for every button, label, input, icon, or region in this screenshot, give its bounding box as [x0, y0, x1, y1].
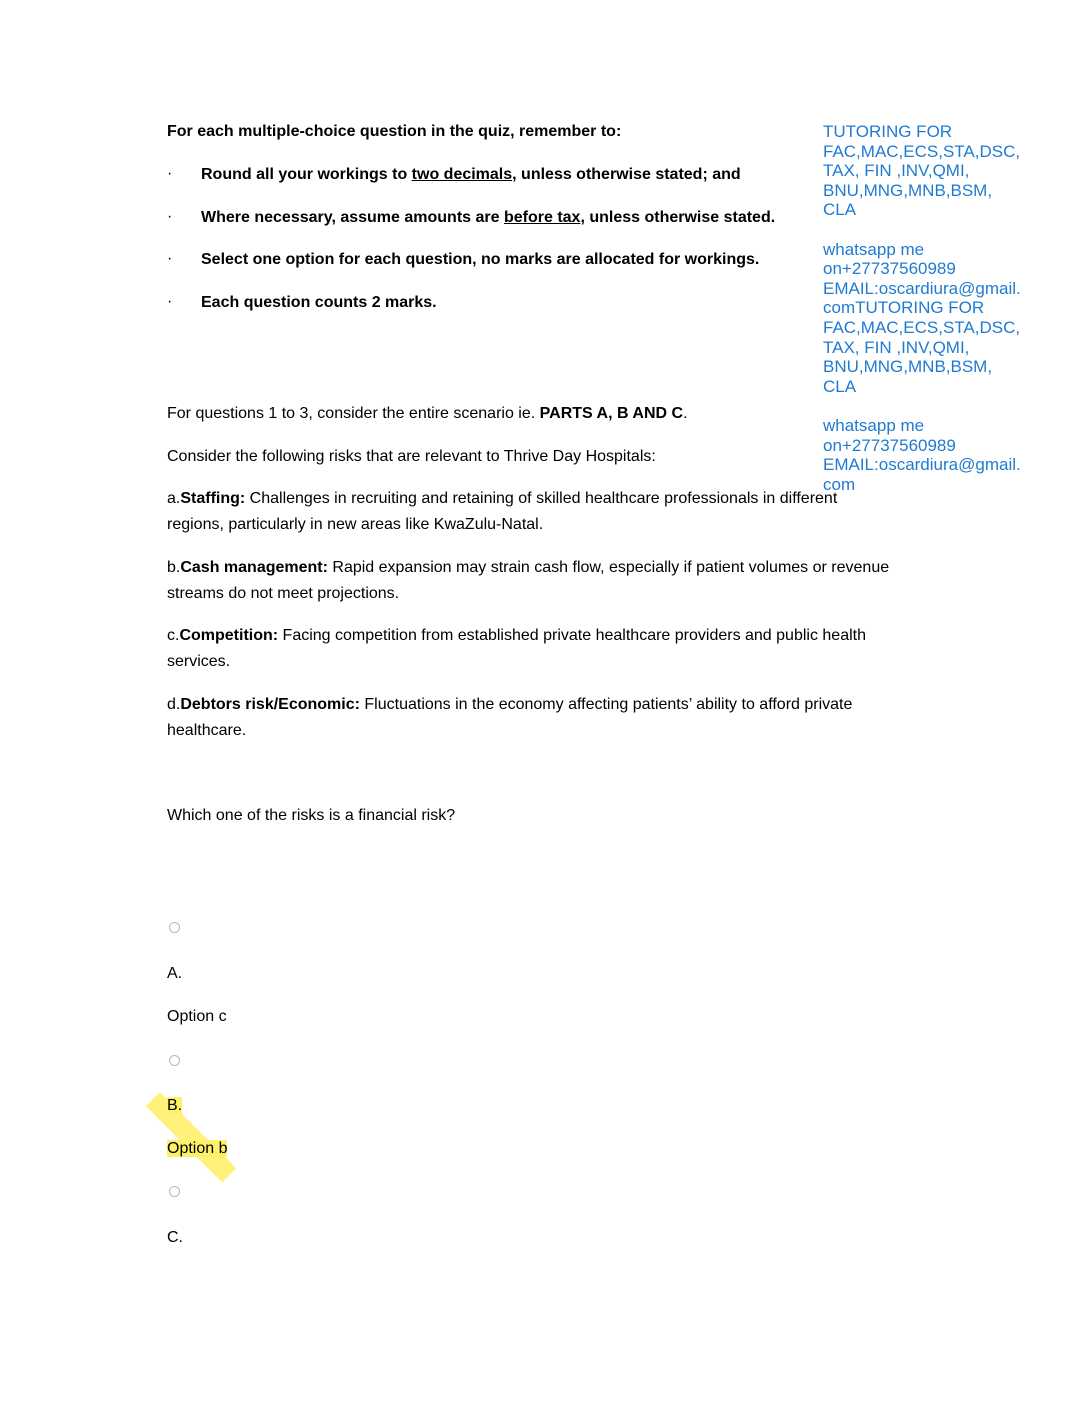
- b1-underlined: two decimals: [411, 166, 513, 183]
- b2-text-end: , unless otherwise stated.: [580, 209, 776, 226]
- intro-text: For questions 1 to 3, consider the entire scenario ie.: [167, 405, 540, 422]
- instructions-heading: For each multiple-choice question in the quiz, remember to:: [167, 123, 622, 140]
- option-a-text: Option c: [167, 1008, 227, 1025]
- risk-b-prefix: b.: [167, 559, 181, 576]
- intro-bold: PARTS A, B AND C: [539, 405, 684, 422]
- instruction-bullet-2: [201, 205, 775, 231]
- risk-a-text: Challenges in recruiting and retaining of skilled healthcare professionals in different: [245, 490, 838, 507]
- risk-d-line2: healthcare.: [167, 722, 247, 739]
- risk-b-line1: [167, 555, 889, 581]
- risk-b-title: Cash management:: [180, 559, 328, 576]
- b1-text-end: , unless otherwise stated; and: [512, 166, 741, 183]
- risk-d-line1: [167, 692, 852, 718]
- risk-c-line2: services.: [167, 653, 231, 670]
- scenario-consider: Consider the following risks that are relevant to Thrive Day Hospitals:: [167, 448, 656, 465]
- risk-c-line1: [167, 623, 866, 649]
- option-b-text: [167, 1136, 227, 1162]
- tutoring-advert: TUTORING FOR FAC,MAC,ECS,STA,DSC, TAX, FIN ,INV,QMI, BNU,MNG,MNB,BSM, CLA whatsapp me on+27737560989 EMAIL:oscardiura@gmail. comTUTORING FOR FAC,MAC,ECS,STA,DSC, TAX, FIN ,INV,QMI, BNU,MNG,MNB,BSM, CLA whatsapp me on+27737560989 EMAIL:oscardiura@gmail. com: [823, 122, 1021, 494]
- risk-c-text: Facing competition from established private healthcare providers and public health: [278, 627, 866, 644]
- bullet-4-marker: ·: [167, 293, 173, 310]
- risk-b-text: Rapid expansion may strain cash flow, especially if patient volumes or revenue: [327, 559, 890, 576]
- option-a-radio[interactable]: [169, 922, 180, 933]
- risk-d-prefix: d.: [167, 696, 181, 713]
- risk-c-prefix: c.: [167, 627, 180, 644]
- bullet-1-marker: ·: [167, 165, 173, 182]
- risk-a-line1: [167, 486, 837, 512]
- option-b-letter: [167, 1093, 182, 1119]
- risk-c-title: Competition:: [179, 627, 279, 644]
- b1-text: Round all your workings to: [201, 166, 412, 183]
- intro-end: .: [683, 405, 688, 422]
- risk-a-prefix: a.: [167, 490, 181, 507]
- risk-d-title: Debtors risk/Economic:: [180, 696, 360, 713]
- risk-d-text: Fluctuations in the economy affecting patients’ ability to afford private: [359, 696, 853, 713]
- question-text: Which one of the risks is a financial risk?: [167, 807, 456, 824]
- option-a-letter: A.: [167, 965, 183, 982]
- risk-a-line2: regions, particularly in new areas like KwaZulu-Natal.: [167, 516, 544, 533]
- instruction-bullet-1: [201, 162, 741, 188]
- option-b-text-highlight: Option b: [167, 1140, 228, 1157]
- b2-underlined: before tax: [503, 209, 581, 226]
- bullet-2-marker: ·: [167, 208, 173, 225]
- risk-b-line2: streams do not meet projections.: [167, 585, 400, 602]
- bullet-3-marker: ·: [167, 250, 173, 267]
- b2-text: Where necessary, assume amounts are: [201, 209, 504, 226]
- risk-a-title: Staffing:: [180, 490, 246, 507]
- option-c-letter: C.: [167, 1229, 183, 1246]
- option-b-letter-highlight: B.: [167, 1097, 183, 1114]
- instruction-bullet-3: Select one option for each question, no marks are allocated for workings.: [201, 251, 760, 268]
- scenario-intro: [167, 401, 688, 427]
- option-c-radio[interactable]: [169, 1186, 180, 1197]
- instruction-bullet-4: Each question counts 2 marks.: [201, 294, 437, 311]
- option-b-radio[interactable]: [169, 1055, 180, 1066]
